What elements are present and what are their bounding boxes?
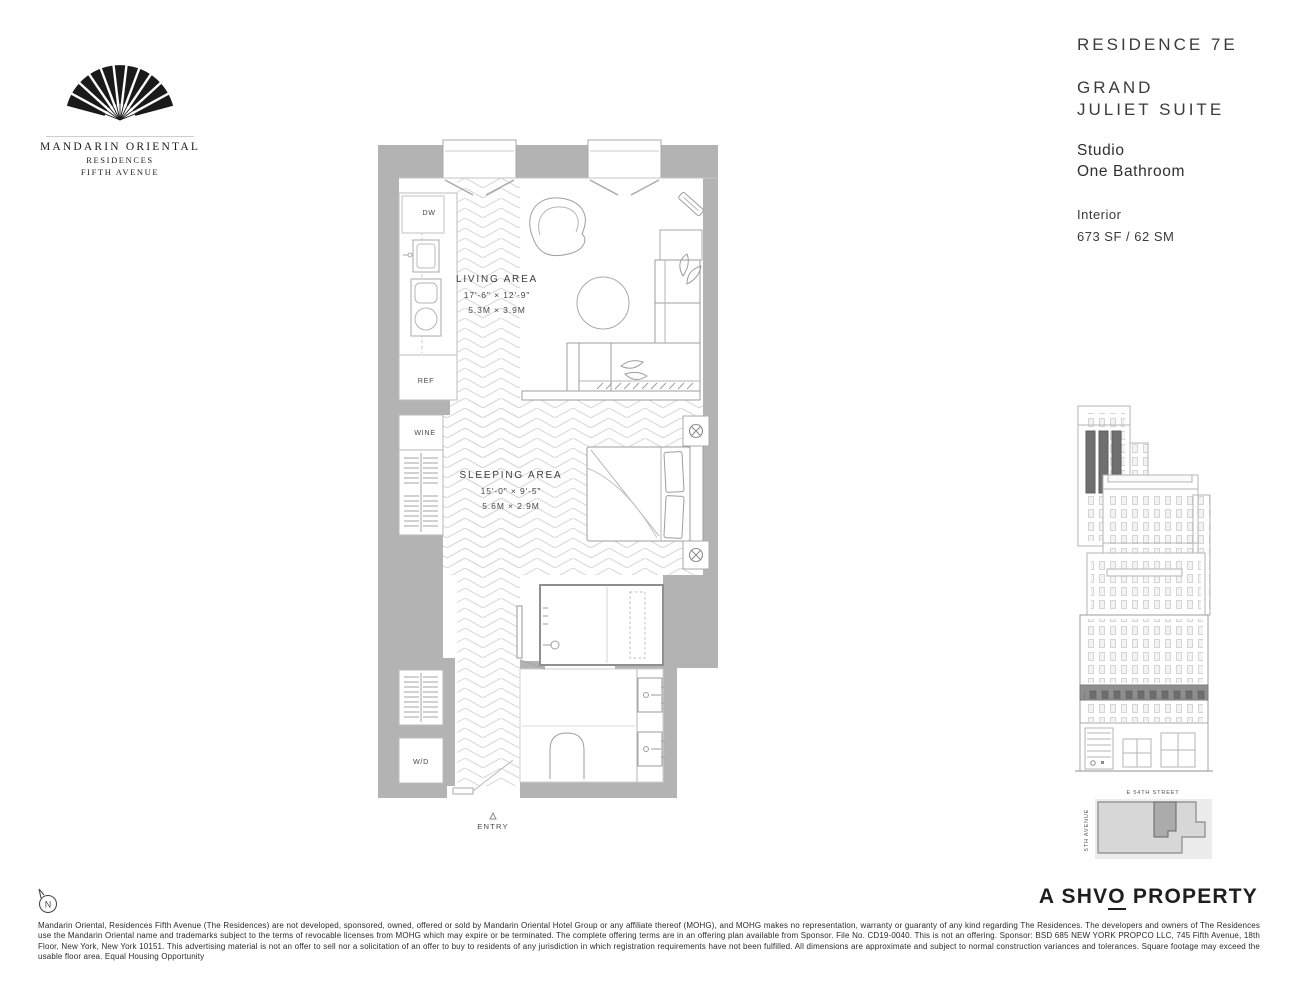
legal-disclaimer: Mandarin Oriental, Residences Fifth Avenue (The Residences) are not developed, sponsored, owned, offered or sold by Mandarin Oriental Hotel Group or any affiliate thereof (MOHG), and MOHG makes no representation, warranty or guaranty of any kind regarding The Residences. The developers and owners of The Residences use the Mandarin Oriental name and trademarks subject to the terms of revocable licenses from MOHG which may expire or be terminated. The complete offering terms are in an offering plan available from Sponsor. File No. CD19-0040. This is not an offering. Sponsor: BSD 685 NEW YORK PROPCO LLC, 745 Fifth Avenue, 18th Floor, New York, New York 10151. This advertising material is not an offer to sell nor a solicitation of an offer to buy to residents of any jurisdiction in which registration requirements have not been fulfilled. All dimensions are approximate and subject to normal construction variances and tolerances. Square footage may exceed the usable floor area. Equal Housing Opportunity	[38, 921, 1260, 962]
toilet	[550, 733, 584, 779]
sink-upper	[638, 678, 665, 712]
entry-arrow-icon	[490, 813, 496, 819]
unit-type-line2: One Bathroom	[1077, 163, 1186, 180]
sleeping-area-dims-imperial: 15'-0" × 9'-5"	[480, 486, 542, 496]
floor-plan	[375, 138, 723, 833]
suite-name-line1: GRAND	[1077, 78, 1154, 97]
sleeping-area-dims-metric: 5.6M × 2.9M	[482, 501, 540, 511]
area-label: 673 SF / 62 SM	[1077, 229, 1175, 244]
logo-brand-text: MANDARIN ORIENTAL	[39, 141, 201, 153]
closet-upper	[399, 450, 443, 535]
coffee-table	[577, 277, 629, 329]
living-area-dims-imperial: 17'-6" × 12'-9"	[463, 290, 531, 300]
logo-divider	[46, 136, 194, 137]
shvo-underlined-o: O	[1108, 885, 1126, 908]
exposure-label: Interior	[1077, 207, 1122, 222]
building-elevation	[1075, 403, 1213, 775]
closet-lower	[399, 670, 443, 725]
bed	[587, 443, 703, 545]
ref-label: REF	[417, 376, 435, 385]
shvo-property-brand	[1039, 885, 1258, 909]
mandarin-oriental-logo	[36, 28, 204, 177]
fan-icon	[55, 28, 185, 128]
kitchen	[399, 193, 457, 400]
living-area-name: LIVING AREA	[455, 274, 539, 285]
suite-name-line2: JULIET SUITE	[1077, 100, 1225, 119]
logo-sub-fifth-avenue: FIFTH AVENUE	[80, 167, 160, 177]
shower-room	[540, 585, 663, 665]
residence-title: RESIDENCE 7E	[1077, 35, 1238, 54]
street-label: E 54TH STREET	[1126, 790, 1180, 796]
shvo-text-pre: A SHV	[1038, 885, 1109, 908]
cooktop	[411, 279, 441, 336]
site-map	[1078, 786, 1214, 864]
living-area-dims-metric: 5.3M × 3.9M	[468, 305, 526, 315]
unit-type-line1: Studio	[1077, 142, 1125, 159]
wine-label: WINE	[414, 428, 436, 437]
logo-sub-residences: RESIDENCES	[86, 155, 154, 165]
avenue-label: 5TH AVENUE	[1084, 808, 1090, 852]
side-table	[660, 230, 702, 260]
north-compass-icon	[34, 886, 62, 918]
shvo-text-post: PROPERTY	[1125, 885, 1258, 908]
sleeping-area-name: SLEEPING AREA	[459, 470, 563, 481]
sconce-lower	[683, 541, 709, 569]
wd-label: W/D	[412, 757, 430, 766]
dw-label: DW	[422, 208, 436, 217]
sink-lower	[638, 732, 665, 766]
entry-label: ENTRY	[477, 822, 509, 831]
sconce-upper	[683, 416, 709, 446]
compass-n-letter: N	[44, 899, 52, 910]
building-entrance	[1085, 728, 1113, 769]
